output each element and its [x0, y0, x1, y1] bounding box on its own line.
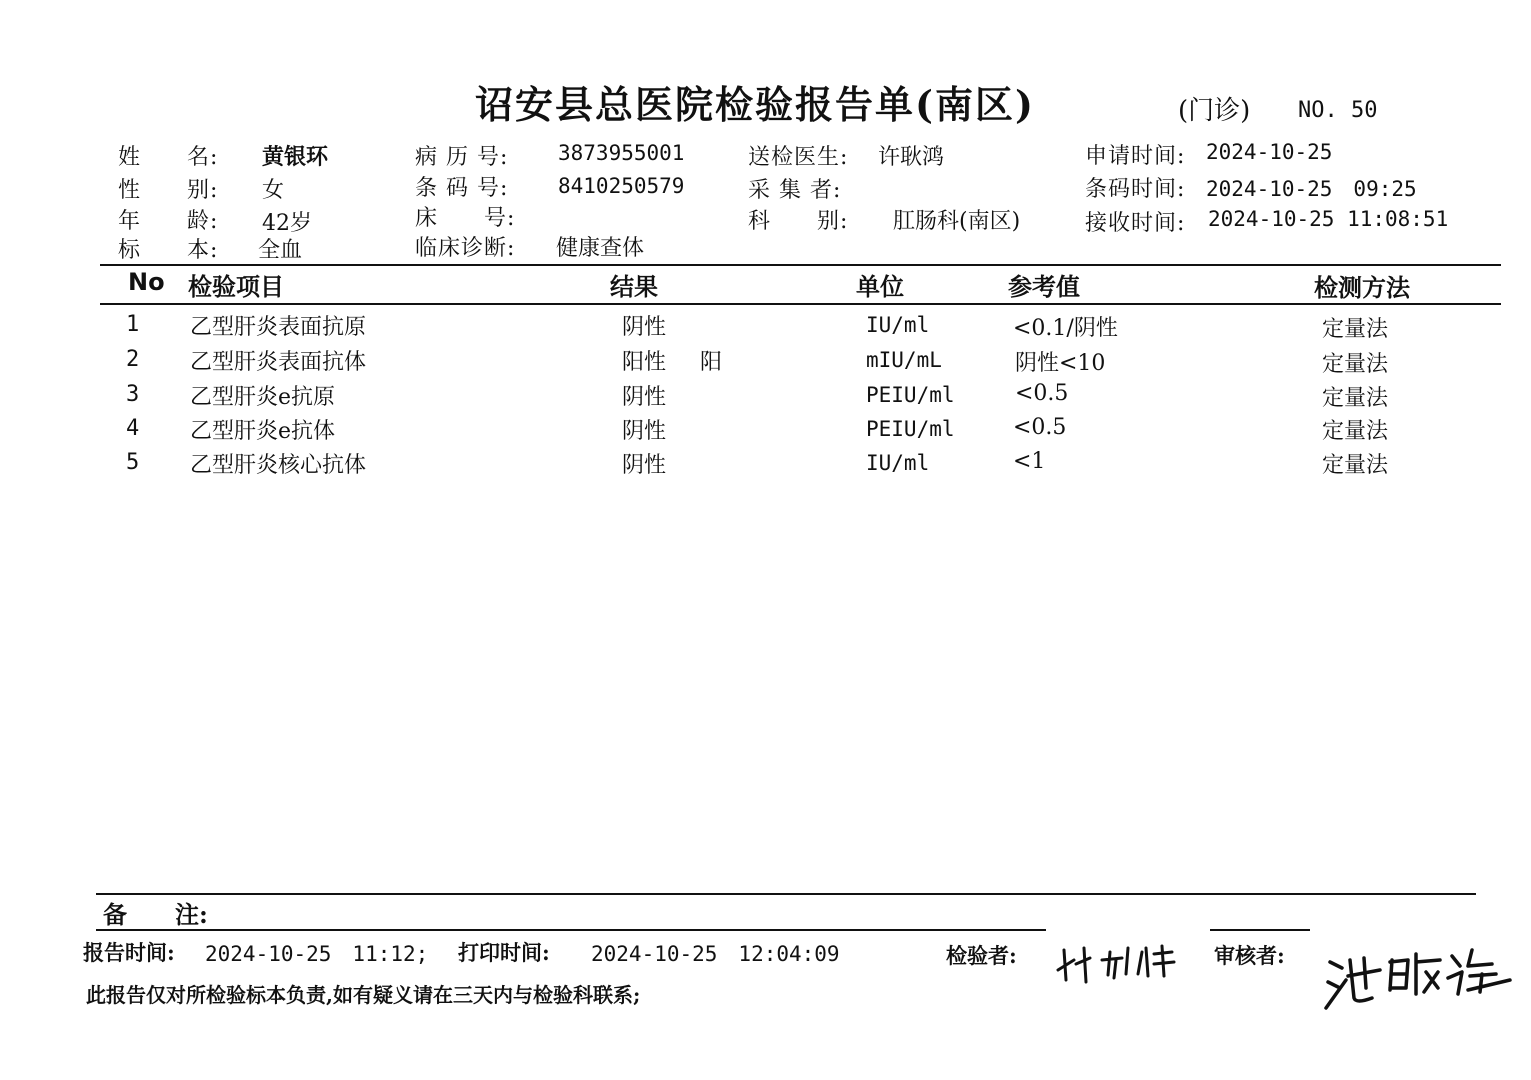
row-item: 乙型肝炎表面抗体 — [190, 350, 367, 375]
barcode-label: 条 码 号: — [415, 176, 509, 201]
report-time: 2024-10-25 11:12; — [205, 942, 429, 966]
row-result: 阴性 — [622, 385, 667, 410]
barcode-time-label: 条码时间: — [1085, 177, 1186, 202]
row-reference: 阴性<10 — [1015, 351, 1106, 376]
row-unit: PEIU/ml — [866, 417, 955, 441]
row-method: 定量法 — [1322, 352, 1389, 377]
row-result: 阴性 — [622, 315, 667, 340]
row-method: 定量法 — [1322, 419, 1389, 444]
table-header-rule — [100, 303, 1501, 305]
row-reference: <0.5 — [1015, 381, 1069, 406]
patient-name: 黄银环 — [262, 144, 329, 170]
doctor-name: 许耿鸿 — [878, 145, 945, 170]
row-item: 乙型肝炎表面抗原 — [190, 315, 367, 340]
row-unit: IU/ml — [866, 313, 930, 337]
row-unit: PEIU/ml — [866, 383, 955, 407]
barcode-time: 2024-10-25 09:25 — [1206, 177, 1417, 201]
footer-reviewer-rule — [1210, 929, 1310, 931]
receive-time-label: 接收时间: — [1085, 211, 1186, 236]
footer-top-rule — [96, 893, 1476, 895]
record-number: 3873955001 — [558, 141, 685, 165]
col-header-unit: 单位 — [856, 272, 904, 301]
reviewer-label: 审核者: — [1214, 943, 1285, 968]
remarks-label: 备 注: — [103, 900, 208, 929]
specimen: 全血 — [258, 238, 303, 263]
record-label: 病 历 号: — [415, 145, 509, 170]
row-item: 乙型肝炎核心抗体 — [190, 453, 367, 478]
col-header-reference: 参考值 — [1008, 272, 1080, 301]
report-time-label: 报告时间: — [83, 940, 175, 965]
row-method: 定量法 — [1322, 317, 1389, 342]
row-no: 3 — [126, 382, 140, 407]
row-no: 4 — [126, 416, 140, 441]
row-item: 乙型肝炎e抗体 — [190, 419, 336, 444]
row-no: 5 — [126, 450, 140, 475]
receive-time: 2024-10-25 11:08:51 — [1208, 207, 1449, 231]
row-unit: mIU/mL — [866, 348, 942, 372]
footer-remark-rule — [96, 929, 1046, 931]
disclaimer: 此报告仅对所检验标本负责,如有疑义请在三天内与检验科联系; — [86, 983, 641, 1007]
bed-label: 床 号: — [415, 206, 516, 231]
report-title: 诏安县总医院检验报告单(南区) — [475, 82, 1035, 127]
barcode-number: 8410250579 — [558, 174, 685, 198]
dept-label: 科 别: — [748, 209, 849, 234]
row-method: 定量法 — [1322, 386, 1389, 411]
collector-label: 采 集 者: — [748, 178, 842, 203]
col-header-method: 检测方法 — [1314, 273, 1410, 302]
tester-label: 检验者: — [946, 943, 1017, 968]
row-flag: 阳 — [700, 350, 723, 375]
row-method: 定量法 — [1322, 453, 1389, 478]
specimen-label: 标 本: — [118, 238, 219, 263]
row-result: 阴性 — [622, 453, 667, 478]
diagnosis-label: 临床诊断: — [415, 236, 516, 261]
table-top-rule — [100, 264, 1501, 266]
row-no: 2 — [126, 347, 140, 372]
row-result: 阴性 — [622, 419, 667, 444]
row-item: 乙型肝炎e抗原 — [190, 385, 336, 410]
name-label: 姓 名: — [118, 145, 219, 170]
apply-time: 2024-10-25 — [1206, 140, 1333, 164]
doctor-label: 送检医生: — [748, 145, 849, 170]
row-reference: <0.5 — [1013, 415, 1067, 440]
row-reference: <1 — [1013, 449, 1046, 474]
tester-signature — [1050, 930, 1190, 985]
col-header-no: No — [128, 268, 165, 296]
diagnosis: 健康查体 — [556, 236, 645, 261]
age-label: 年 龄: — [118, 209, 219, 234]
patient-age: 42岁 — [262, 211, 312, 236]
apply-time-label: 申请时间: — [1085, 144, 1186, 169]
row-reference: <0.1/阴性 — [1013, 316, 1118, 341]
serial-number: NO. 50 — [1298, 98, 1378, 123]
print-time-label: 打印时间: — [458, 940, 550, 965]
department: 肛肠科(南区) — [893, 209, 1021, 234]
row-unit: IU/ml — [866, 451, 930, 475]
print-time: 2024-10-25 12:04:09 — [591, 942, 840, 966]
patient-sex: 女 — [262, 178, 285, 203]
reviewer-signature — [1320, 932, 1520, 1012]
row-no: 1 — [126, 312, 140, 337]
row-result: 阳性 — [622, 350, 667, 375]
col-header-result: 结果 — [610, 272, 658, 301]
col-header-item: 检验项目 — [188, 272, 284, 301]
visit-type: (门诊) — [1178, 96, 1251, 126]
sex-label: 性 别: — [118, 178, 219, 203]
